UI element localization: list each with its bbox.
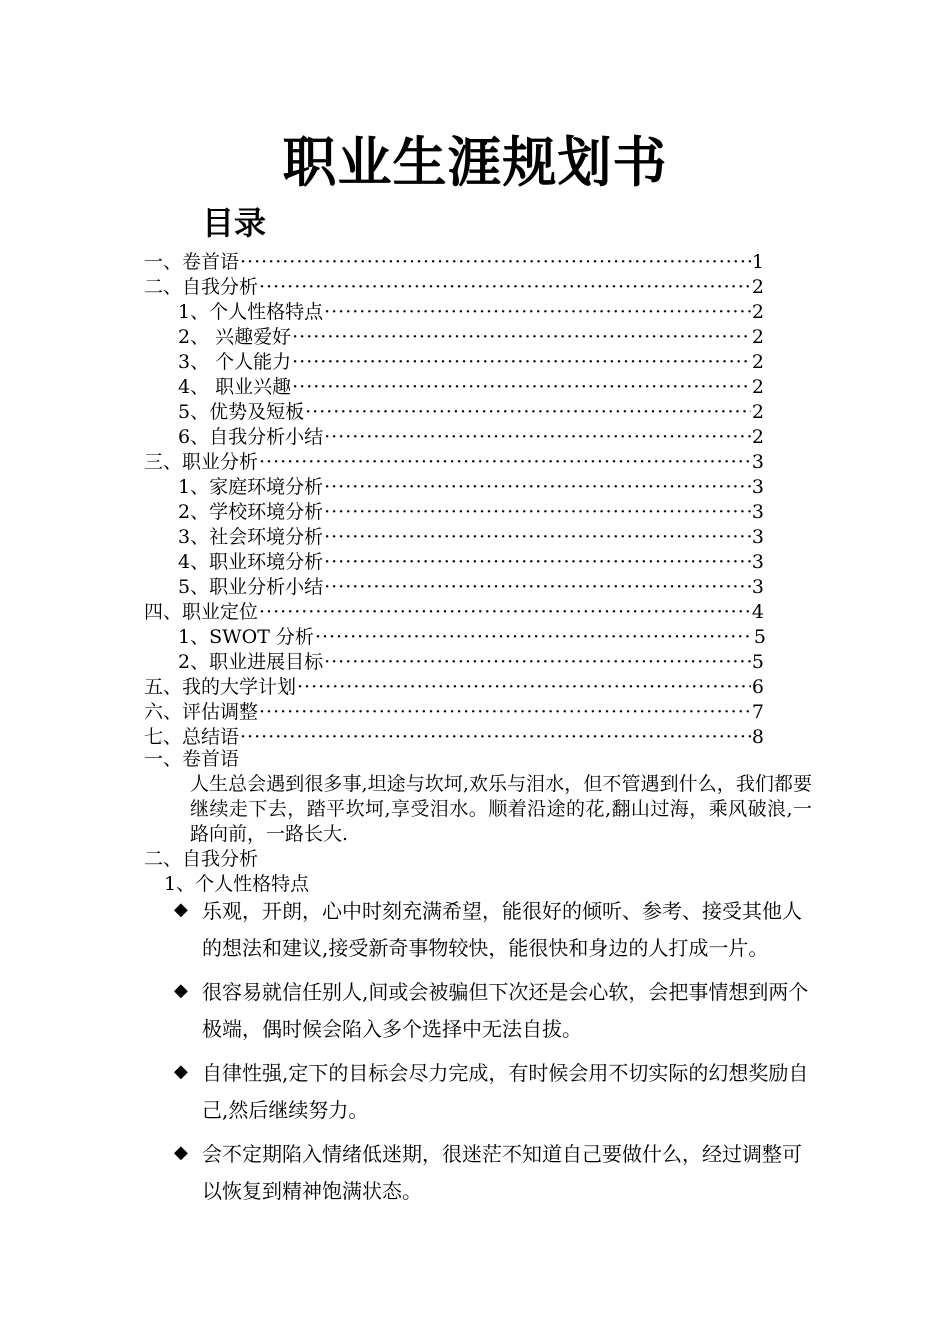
toc-entry-page: 5 (751, 651, 764, 673)
toc-entry-page: 3 (751, 501, 764, 523)
toc-leader-dots (240, 250, 751, 275)
toc-entry-page: 6 (751, 676, 764, 698)
diamond-bullet-icon: ◆ (174, 980, 188, 1001)
toc-entry[interactable] (144, 625, 766, 650)
toc-entry-page: 2 (751, 401, 764, 423)
toc-entry[interactable] (144, 400, 764, 425)
toc-leader-dots (292, 325, 751, 350)
toc-entry-label: 2、职业进展目标 (178, 651, 324, 673)
toc-leader-dots (259, 275, 751, 300)
toc-entry[interactable] (144, 325, 764, 350)
toc-entry-page: 3 (751, 551, 764, 573)
toc-entry[interactable] (144, 475, 764, 500)
toc-leader-dots (324, 525, 751, 550)
toc-entry-label: 2、 兴趣爱好 (178, 326, 292, 348)
toc-entry-label: 四、职业定位 (144, 601, 259, 623)
toc-entry[interactable] (144, 700, 764, 725)
toc-entry-label: 3、社会环境分析 (178, 526, 324, 548)
toc-leader-dots (297, 675, 751, 700)
preface-heading: 一、卷首语 (144, 748, 240, 770)
toc-leader-dots (324, 300, 751, 325)
toc-entry[interactable] (144, 375, 764, 400)
toc-entry-page: 2 (751, 326, 764, 348)
toc-entry-label: 一、卷首语 (144, 251, 240, 273)
toc-heading: 目录 (202, 204, 267, 242)
toc-entry-page: 8 (751, 726, 764, 748)
bullet-item (174, 1055, 814, 1129)
toc-leader-dots (259, 600, 751, 625)
bullet-text: 乐观，开朗，心中时刻充满希望，能很好的倾听、参考、接受其他人的想法和建议,接受新奇事物较快，能很快和身边的人打成一片。 (202, 899, 802, 960)
toc-entry-page: 7 (751, 701, 764, 723)
bullet-text: 会不定期陷入情绪低迷期，很迷茫不知道自己要做什么，经过调整可以恢复到精神饱满状态。 (202, 1142, 802, 1203)
toc-leader-dots (259, 700, 751, 725)
toc-entry[interactable] (144, 600, 764, 625)
toc-entry[interactable] (144, 525, 764, 550)
toc-entry-page: 4 (751, 601, 764, 623)
toc-entry-label: 6、自我分析小结 (178, 426, 324, 448)
bullet-text: 自律性强,定下的目标会尽力完成，有时候会用不切实际的幻想奖励自己,然后继续努力。 (202, 1061, 809, 1122)
table-of-contents (144, 250, 764, 750)
bullet-item (174, 1136, 814, 1210)
toc-entry-label: 七、总结语 (144, 726, 240, 748)
toc-entry-label: 5、职业分析小结 (178, 576, 324, 598)
toc-entry-page: 3 (751, 451, 764, 473)
personality-bullet-list (174, 893, 814, 1217)
toc-entry-label: 4、 职业兴趣 (178, 376, 292, 398)
toc-entry-label: 2、学校环境分析 (178, 501, 324, 523)
toc-entry-page: 3 (751, 576, 764, 598)
self-analysis-heading: 二、自我分析 (144, 848, 259, 870)
toc-entry[interactable] (144, 425, 764, 450)
toc-entry-label: 二、自我分析 (144, 276, 259, 298)
toc-entry[interactable] (144, 250, 764, 275)
toc-leader-dots (324, 550, 751, 575)
toc-entry-page: 2 (751, 376, 764, 398)
toc-leader-dots (324, 475, 751, 500)
toc-entry[interactable] (144, 675, 764, 700)
toc-leader-dots (324, 650, 751, 675)
diamond-bullet-icon: ◆ (174, 1061, 188, 1082)
toc-entry-page: 5 (753, 626, 766, 648)
toc-entry-page: 3 (751, 476, 764, 498)
toc-entry-page: 3 (751, 526, 764, 548)
toc-leader-dots (324, 575, 751, 600)
personality-heading: 1、个人性格特点 (164, 873, 310, 895)
toc-entry-page: 2 (751, 276, 764, 298)
toc-entry[interactable] (144, 500, 764, 525)
toc-entry-page: 2 (751, 426, 764, 448)
toc-entry-label: 六、评估调整 (144, 701, 259, 723)
toc-leader-dots (292, 375, 751, 400)
diamond-bullet-icon: ◆ (174, 899, 188, 920)
bullet-item (174, 974, 814, 1048)
toc-entry-label: 4、职业环境分析 (178, 551, 324, 573)
toc-entry[interactable] (144, 275, 764, 300)
toc-entry-label: 1、家庭环境分析 (178, 476, 324, 498)
toc-entry-page: 1 (751, 251, 764, 273)
toc-leader-dots (324, 425, 751, 450)
toc-leader-dots (259, 450, 751, 475)
toc-entry-page: 2 (751, 351, 764, 373)
toc-leader-dots (292, 350, 751, 375)
toc-entry[interactable] (144, 450, 764, 475)
toc-entry[interactable] (144, 350, 764, 375)
toc-entry-label: 5、优势及短板 (178, 401, 305, 423)
toc-entry-label: 三、职业分析 (144, 451, 259, 473)
toc-entry[interactable] (144, 550, 764, 575)
preface-paragraph: 人生总会遇到很多事,坦途与坎坷,欢乐与泪水，但不管遇到什么，我们都要继续走下去，踏平坎坷,享受泪水。顺着沿途的花,翻山过海，乘风破浪,一路向前，一路长大. (190, 773, 812, 845)
toc-entry-page: 2 (751, 301, 764, 323)
toc-entry-label: 五、我的大学计划 (144, 676, 297, 698)
diamond-bullet-icon: ◆ (174, 1142, 188, 1163)
toc-entry[interactable] (144, 650, 764, 675)
bullet-text: 很容易就信任别人,间或会被骗但下次还是会心软，会把事情想到两个极端，偶时候会陷入多个选择中无法自拔。 (202, 980, 809, 1041)
toc-entry-label: 1、个人性格特点 (178, 301, 324, 323)
toc-entry[interactable] (144, 575, 764, 600)
document-title: 职业生涯规划书 (282, 131, 668, 194)
toc-leader-dots (240, 725, 751, 750)
toc-entry-label: 3、 个人能力 (178, 351, 292, 373)
bullet-item (174, 893, 814, 967)
toc-leader-dots (315, 625, 753, 650)
toc-leader-dots (305, 400, 751, 425)
toc-entry[interactable] (144, 300, 764, 325)
toc-entry-label: 1、SWOT 分析 (178, 626, 314, 648)
toc-leader-dots (324, 500, 751, 525)
